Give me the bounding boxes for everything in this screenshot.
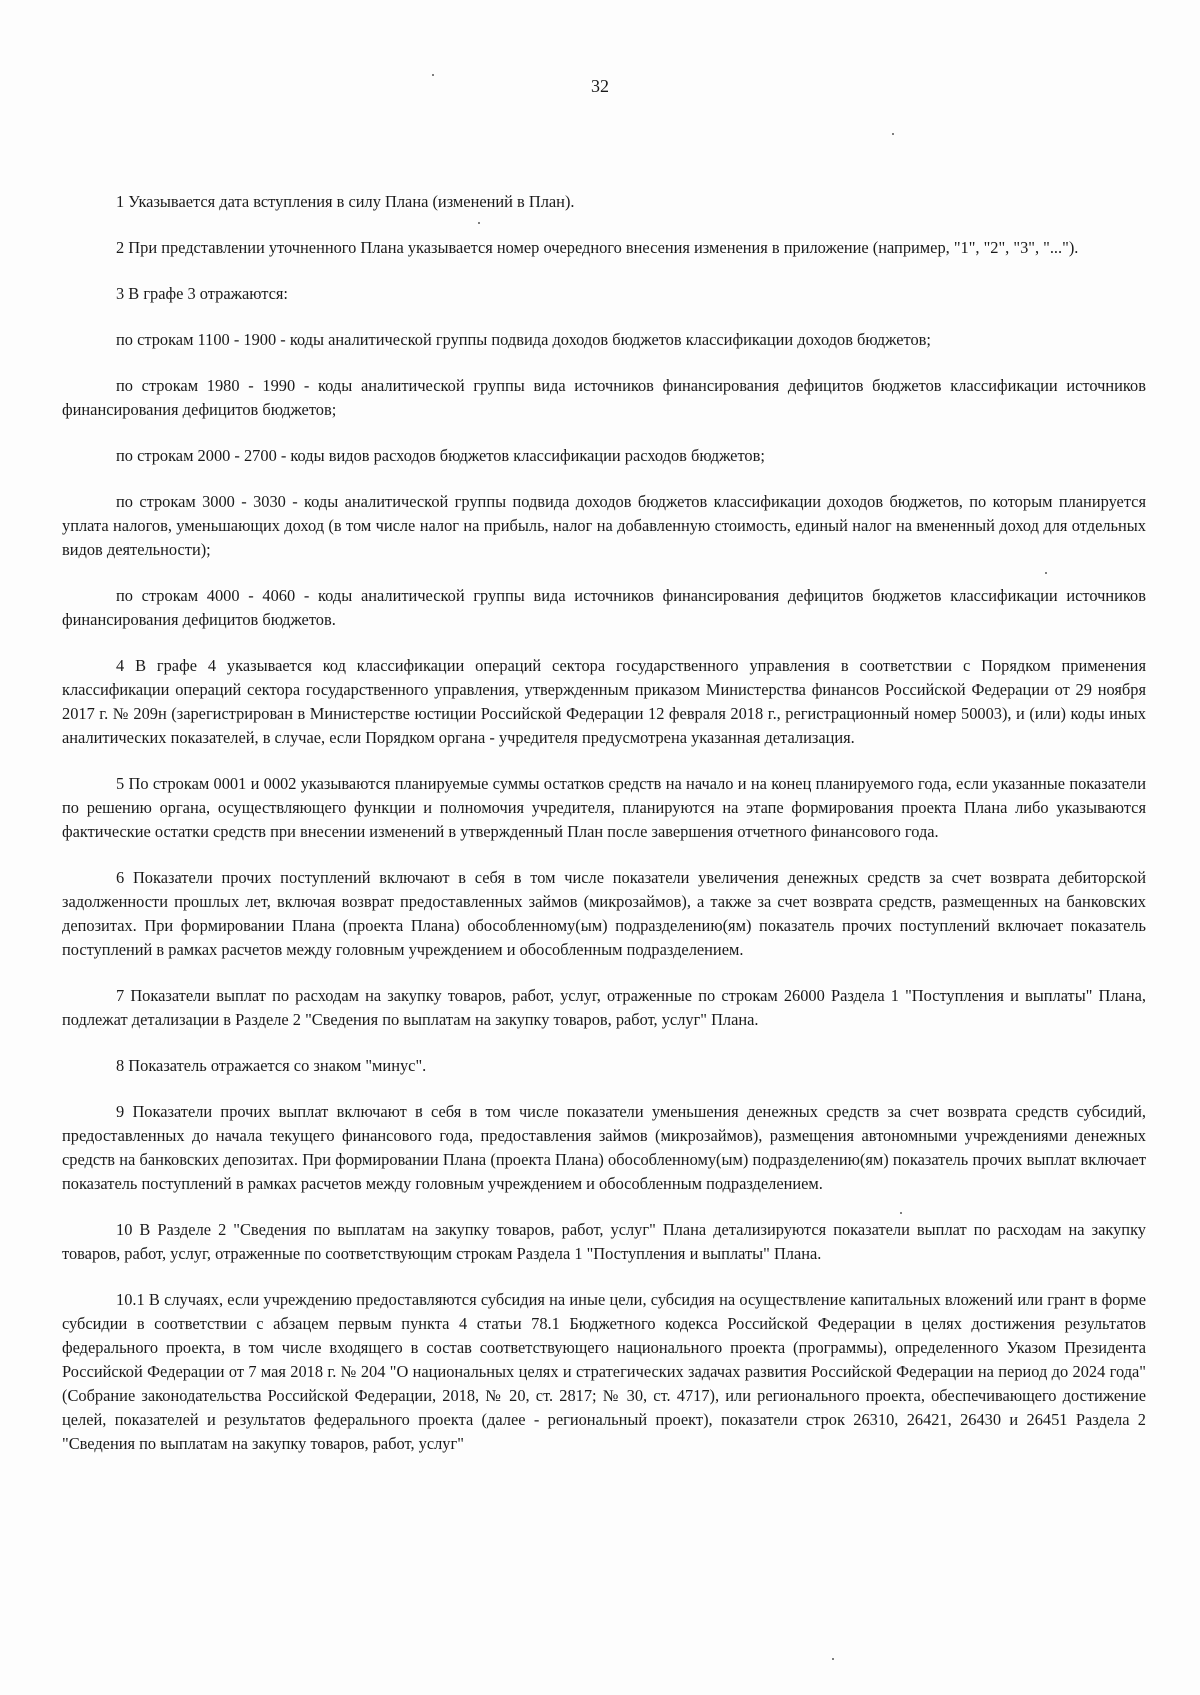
footnote-3: 3 В графе 3 отражаются:	[116, 284, 288, 303]
footnote-10: 10 В Разделе 2 "Сведения по выплатам на закупку товаров, работ, услуг" Плана детализируются показатели выплат по расходам на закупку товаров, работ, услуг, отраженные по соответствующим строкам Раздела 1 "Поступления и выплаты" Плана.	[62, 1220, 1146, 1263]
footnote-7: 7 Показатели выплат по расходам на закупку товаров, работ, услуг, отраженные по строкам 26000 Раздела 1 "Поступления и выплаты" Плана, подлежат детализации в Разделе 2 "Сведения по выплатам на закупку товаров, работ, услуг" Плана.	[62, 986, 1146, 1029]
footnote-8: 8 Показатель отражается со знаком "минус".	[116, 1056, 427, 1075]
footnote-3-rows-1980-1990: по строкам 1980 - 1990 - коды аналитической группы вида источников финансирования дефицитов бюджетов классификации источников финансирования дефицитов бюджетов;	[62, 376, 1146, 419]
footnote-1: 1 Указывается дата вступления в силу Плана (изменений в План).	[116, 192, 575, 211]
footnote-2: 2 При представлении уточненного Плана указывается номер очередного внесения изменения в приложение (например, "1", "2", "3", "...").	[116, 238, 1079, 257]
footnote-3-rows-4000-4060: по строкам 4000 - 4060 - коды аналитической группы вида источников финансирования дефицитов бюджетов классификации источников финансирования дефицитов бюджетов.	[62, 586, 1146, 629]
footnote-3-rows-1100-1900: по строкам 1100 - 1900 - коды аналитической группы подвида доходов бюджетов классификации доходов бюджетов;	[116, 330, 931, 349]
footnote-4: 4 В графе 4 указывается код классификации операций сектора государственного управления в соответствии с Порядком применения классификации операций сектора государственного управления, утвержденным приказом Министерства финансов Российской Федерации от 29 ноября 2017 г. № 209н (зарегистрирован в Министерстве юстиции Российской Федерации 12 февраля 2018 г., регистрационный номер 50003), и (или) коды иных аналитических показателей, в случае, если Порядком органа - учредителя предусмотрена указанная детализация.	[62, 656, 1146, 747]
scan-speck	[432, 74, 434, 76]
page-number: 32	[591, 76, 609, 96]
footnote-3-rows-3000-3030: по строкам 3000 - 3030 - коды аналитической группы подвида доходов бюджетов классификации доходов бюджетов, по которым планируется уплата налогов, уменьшающих доход (в том числе налог на прибыль, налог на добавленную стоимость, единый налог на вмененный доход для отдельных видов деятельности);	[62, 492, 1146, 559]
footnote-10-1: 10.1 В случаях, если учреждению предоставляются субсидия на иные цели, субсидия на осуществление капитальных вложений или грант в форме субсидии в соответствии с абзацем первым пункта 4 статьи 78.1 Бюджетного кодекса Российской Федерации в целях достижения результатов федерального проекта, в том числе входящего в состав соответствующего национального проекта (программы), определенного Указом Президента Российской Федерации от 7 мая 2018 г. № 204 "О национальных целях и стратегических задачах развития Российской Федерации на период до 2024 года" (Собрание законодательства Российской Федерации, 2018, № 20, ст. 2817; № 30, ст. 4717), или регионального проекта, обеспечивающего достижение целей, показателей и результатов федерального проекта (далее - региональный проект), показатели строк 26310, 26421, 26430 и 26451 Раздела 2 "Сведения по выплатам на закупку товаров, работ, услуг"	[62, 1290, 1146, 1453]
scan-speck	[892, 133, 894, 135]
document-body	[62, 190, 1146, 1478]
scan-speck	[832, 1658, 834, 1660]
footnote-5: 5 По строкам 0001 и 0002 указываются планируемые суммы остатков средств на начало и на конец планируемого года, если указанные показатели по решению органа, осуществляющего функции и полномочия учредителя, планируются на этапе формирования проекта Плана либо указываются фактические остатки средств при внесении изменений в утвержденный План после завершения отчетного финансового года.	[62, 774, 1146, 841]
footnote-6: 6 Показатели прочих поступлений включают в себя в том числе показатели увеличения денежных средств за счет возврата дебиторской задолженности прошлых лет, включая возврат предоставленных займов (микрозаймов), а также за счет возврата средств, размещенных на банковских депозитах. При формировании Плана (проекта Плана) обособленному(ым) подразделению(ям) показатель прочих поступлений включает показатель поступлений в рамках расчетов между головным учреждением и обособленным подразделением.	[62, 868, 1146, 959]
footnote-3-rows-2000-2700: по строкам 2000 - 2700 - коды видов расходов бюджетов классификации расходов бюджетов;	[116, 446, 765, 465]
footnote-9: 9 Показатели прочих выплат включают в себя в том числе показатели уменьшения денежных средств за счет возврата средств субсидий, предоставленных до начала текущего финансового года, предоставления займов (микрозаймов), размещения автономными учреждениями денежных средств на банковских депозитах. При формировании Плана (проекта Плана) обособленному(ым) подразделению(ям) показатель прочих выплат включает показатель поступлений в рамках расчетов между головным учреждением и обособленным подразделением.	[62, 1102, 1146, 1193]
